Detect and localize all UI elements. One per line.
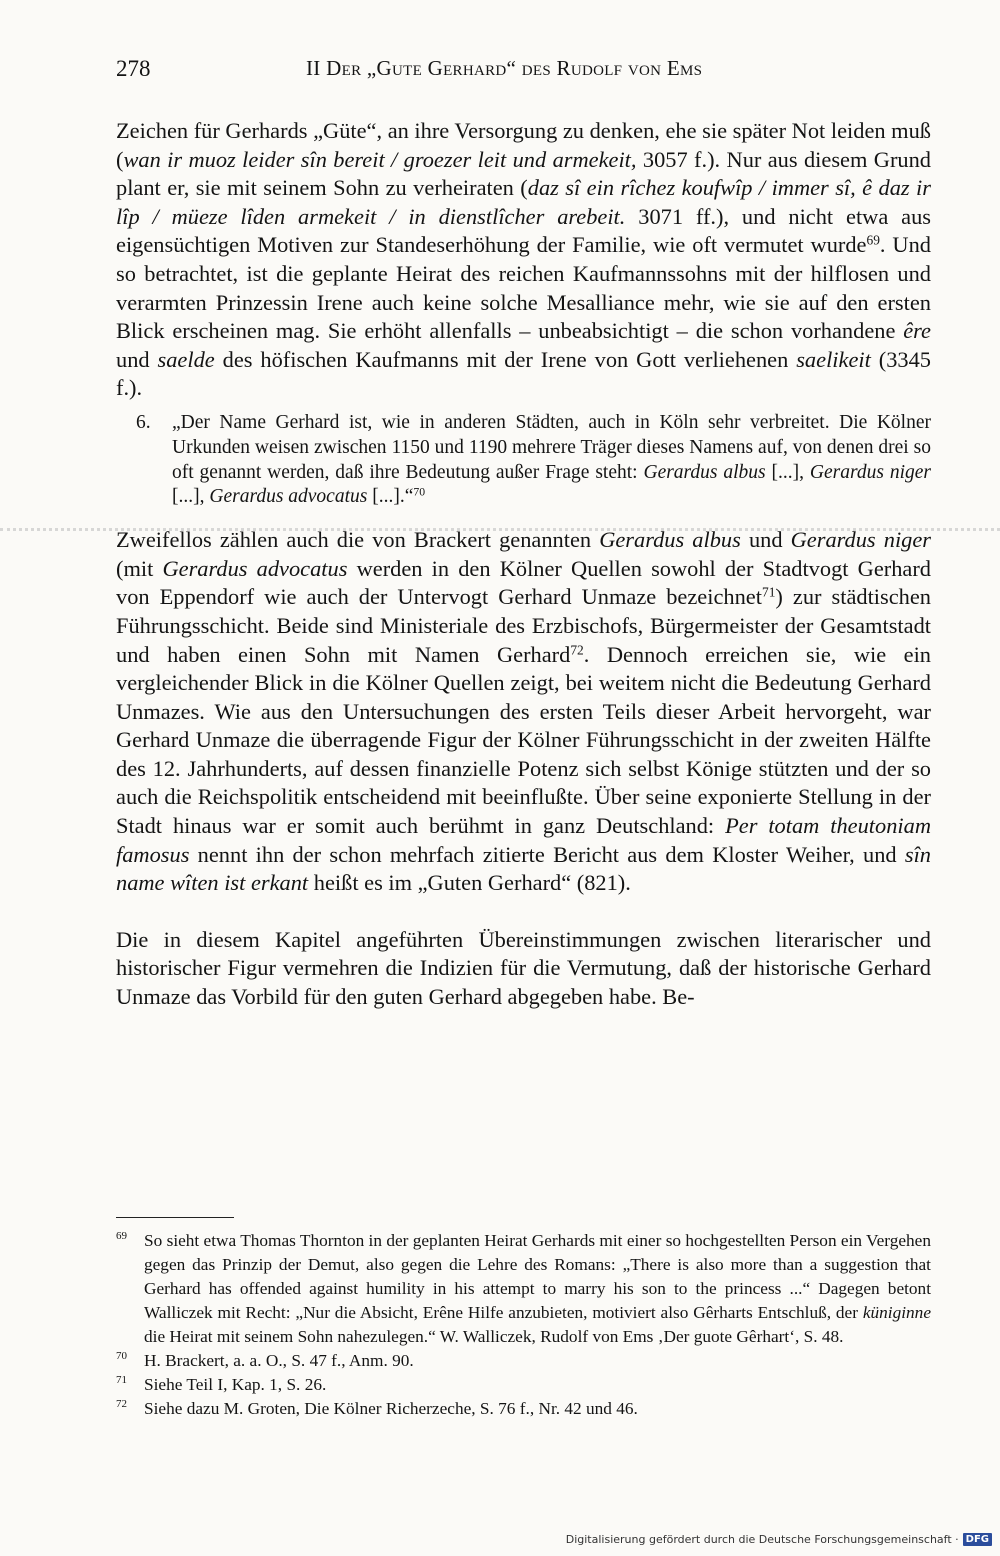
footnote-ref-70[interactable]: 70 [413, 485, 426, 499]
running-head: II Der „Gute Gerhard“ des Rudolf von Ems [306, 56, 703, 80]
term-italic: êre [903, 318, 931, 344]
text-run: . Und so betrachtet, ist die geplante Heirat des reichen Kaufmannssohns mit der hilflosen und verarmten Prinzessin Irene auch keine solche Mesalliance mehr, wie sie auf den ersten Blick erscheinen mag. Sie erhöht allenfalls – unbeabsichtigt – die schon vorhandene [116, 232, 931, 344]
footnote-number: 72 [116, 1398, 127, 1410]
term-italic: saelikeit [796, 346, 871, 372]
text-run: Siehe Teil I, Kap. 1, S. 26. [144, 1375, 327, 1394]
term-italic: küniginne [862, 1303, 931, 1322]
footnote-number: 69 [116, 1230, 127, 1242]
text-run: und [740, 527, 791, 553]
text-run: [...].“ [367, 486, 414, 508]
text-run: Siehe dazu M. Groten, Die Kölner Richerzeche, S. 76 f., Nr. 42 und 46. [144, 1399, 638, 1418]
paragraph-1 [116, 117, 931, 403]
footnote-number: 70 [116, 1350, 127, 1362]
footnote-70 [116, 1349, 931, 1373]
text-run: [...], [765, 461, 810, 483]
quote-italic: Per totam theutoniam famosus [116, 813, 931, 867]
text-run: des höfischen Kaufmanns mit der Irene von Gott verliehenen [214, 346, 797, 372]
text-run: „Der Name Gerhard ist, wie in anderen Städten, auch in Köln sehr verbreitet. Die Kölner Urkunden weisen zwischen 1150 und 1190 mehrere Träger dieses Namens auf, von denen drei so oft genannt werden, daß ihre Bedeutung außer Frage steht: [172, 411, 931, 483]
text-run: werden in den Kölner Quellen sowohl der Stadtvogt Gerhard von Eppendorf wie auch der Untervogt Gerhard Unmaze bezeichnet [116, 555, 931, 610]
text-run: ) zur städtischen Führungsschicht. Beide sind Ministeriale des Erzbischofs, Bürgermeister der Gesamtstadt und haben einen Sohn mit Namen Gerhard [116, 584, 931, 667]
text-run: [...], [172, 486, 210, 508]
quote-italic: sîn name wîten ist erkant [116, 841, 931, 896]
digitization-credit [566, 1530, 992, 1548]
term-italic: saelde [157, 346, 215, 372]
footnote-number: 71 [116, 1374, 127, 1386]
text-run: die Heirat mit seinem Sohn nahezulegen.“ W. Walliczek, Rudolf von Ems ‚Der guote Gêrhart‘, S. 48. [144, 1327, 844, 1346]
text-run: Zweifellos zählen auch die von Brackert genannten [116, 527, 600, 553]
credit-text: Digitalisierung gefördert durch die Deutsche Forschungsgemeinschaft · [565, 1532, 959, 1546]
text-run: nennt ihn der schon mehrfach zitierte Bericht aus dem Kloster Weiher, und [189, 841, 905, 867]
quote-italic: wan ir muoz leider sîn bereit / groezer leit und armekeit, [123, 146, 637, 172]
footnote-separator [116, 1217, 234, 1218]
text-run: und [116, 346, 158, 372]
text-run: 3057 f.). Nur aus diesem Grund plant er, sie mit seinem Sohn zu verheiraten ( [116, 146, 931, 201]
footnote-69 [116, 1229, 931, 1349]
name-italic: Gerardus albus [643, 461, 766, 483]
text-run: Die in diesem Kapitel angeführten Übereinstimmungen zwischen literarischer und historischer Figur vermehren die Indizien für die Vermutung, daß der historische Gerhard Unmaze das Vorbild für den guten Gerhard abgegeben habe. Be- [116, 926, 931, 1010]
page-content [116, 56, 931, 1012]
footnote-ref-71[interactable]: 71 [761, 584, 776, 600]
footnotes [116, 1229, 931, 1421]
block-quote [136, 411, 931, 510]
dfg-logo: DFG [963, 1533, 992, 1546]
page-header [116, 56, 931, 92]
footnote-72 [116, 1397, 931, 1421]
text-run: (mit [116, 555, 163, 581]
name-italic: Gerardus niger [790, 527, 932, 553]
paragraph-2 [116, 526, 931, 898]
paragraph-3 [116, 926, 931, 1012]
quote-italic: daz sî ein rîchez koufwîp / immer sî, ê daz ir lîp / müeze lîden armekeit / in dienstlîcher arebeit. [116, 175, 931, 229]
quote-number: 6. [136, 411, 151, 433]
text-run: 3071 ff.), und nicht etwa aus eigensüchtigen Motiven zur Standeserhöhung der Familie, wie oft vermutet wurde [116, 203, 931, 258]
text-run: . Dennoch erreichen sie, wie ein vergleichender Blick in die Kölner Quellen zeigt, bei weitem nicht die Bedeutung Gerhard Unmazes. Wie aus den Untersuchungen des ersten Teils dieser Arbeit hervorgeht, war Gerhard Unmaze die überragende Figur der Kölner Führungsschicht in der zweiten Hälfte des 12. Jahrhunderts, auf dessen finanzielle Potenz sich selbst Könige stützten und der so auch die Reichspolitik entscheidend mit beeinflußte. Über seine exponierte Stellung in der Stadt hinaus war er somit auch berühmt in ganz Deutschland: [116, 641, 931, 839]
name-italic: Gerardus niger [809, 461, 931, 483]
name-italic: Gerardus advocatus [209, 486, 368, 508]
name-italic: Gerardus albus [599, 527, 741, 553]
page-number: 278 [116, 56, 151, 81]
text-run: Zeichen für Gerhards „Güte“, an ihre Versorgung zu denken, ehe sie später Not leiden muß ( [116, 118, 931, 172]
text-run: H. Brackert, a. a. O., S. 47 f., Anm. 90. [144, 1351, 414, 1370]
footnote-ref-69[interactable]: 69 [866, 232, 880, 248]
text-run: heißt es im „Guten Gerhard“ (821). [308, 870, 631, 896]
footnote-71 [116, 1373, 931, 1397]
text-run: (3345 f.). [116, 346, 931, 401]
footnote-ref-72[interactable]: 72 [570, 642, 584, 658]
text-run: So sieht etwa Thomas Thornton in der geplanten Heirat Gerhards mit einer so hochgestellten Person ein Vergehen gegen das Prinzip der Demut, also gegen die Lehre des Romans: „There is also more than a suggestion that Gerhard has offended against humility in his attempt to marry his son to the princess ...“ Dagegen betont Walliczek mit Recht: „Nur die Absicht, Erêne Hilfe anzubieten, motiviert also Gêrharts Entschluß, der [144, 1231, 931, 1322]
name-italic: Gerardus advocatus [162, 555, 348, 581]
